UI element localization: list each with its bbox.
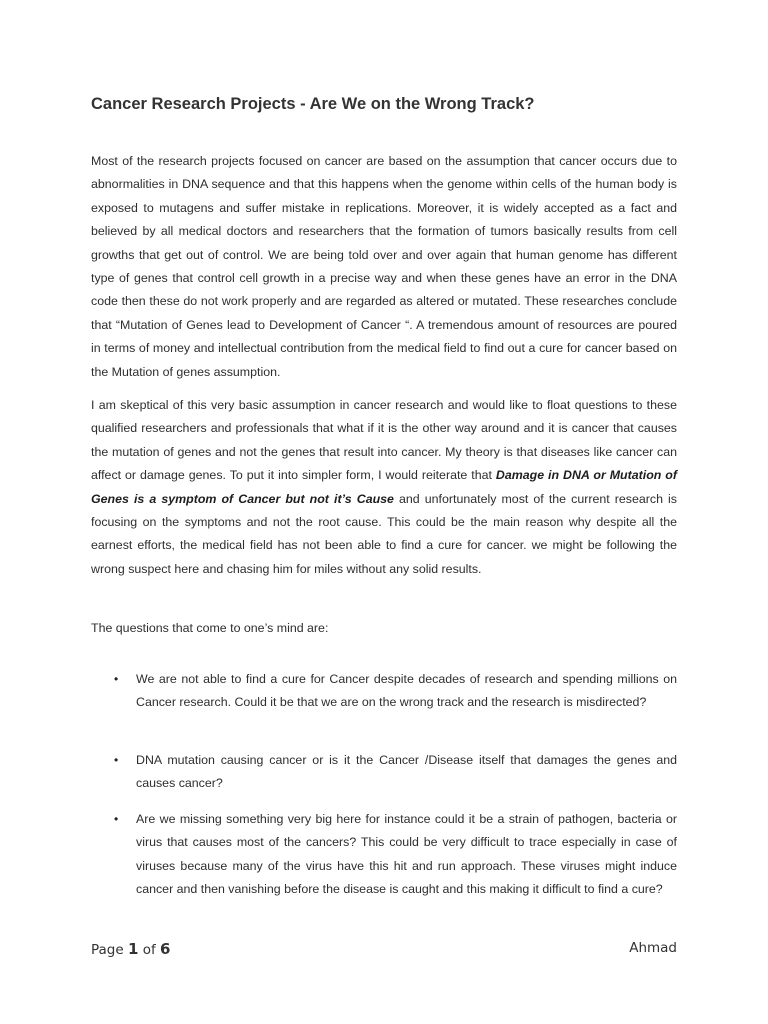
list-item xyxy=(91,668,677,715)
total-pages-number: 6 xyxy=(160,940,171,958)
of-word: of xyxy=(142,942,156,958)
page-number xyxy=(91,940,170,958)
list-item-text: DNA mutation causing cancer or is it the Cancer /Disease itself that damages the genes and causes cancer? xyxy=(136,753,677,791)
list-item xyxy=(91,808,677,902)
paragraph-1-text: Most of the research projects focused on cancer are based on the assumption that cancer occurs due to abnormalities in DNA sequence and that this happens when the genome within cells of the human body is exposed to mutagens and suffer mistake in replications. Moreover, it is widely accepted as a fact and believed by all medical doctors and researchers that the formation of tumors basically results from cell growths that get out of control. We are being told over and over again that human genome has different type of genes that control cell growth in a precise way and when these genes have an error in the DNA code then these do not work properly and are regarded as altered or mutated. These researches conclude that “Mutation of Genes lead to Development of Cancer “. A tremendous amount of resources are poured in terms of money and intellectual contribution from the medical field to find out a cure for cancer based on the Mutation of genes assumption. xyxy=(91,154,677,379)
paragraph-2-emphasis: Damage in DNA or Mutation of Genes is a symptom of Cancer but not it’s Cause xyxy=(91,468,677,506)
document-title: Cancer Research Projects - Are We on the Wrong Track? xyxy=(91,95,535,113)
bullet-marker: • xyxy=(114,812,119,826)
paragraph-2 xyxy=(91,394,677,581)
list-item-text: We are not able to find a cure for Cancer despite decades of research and spending millions on Cancer research. Could it be that we are on the wrong track and the research is misdirected? xyxy=(136,672,677,710)
current-page-number: 1 xyxy=(127,940,139,958)
paragraph-2-tail: and unfortunately most of the current research is focusing on the symptoms and not the root cause. This could be the main reason why despite all the earnest efforts, the medical field has not been able to find a cure for cancer. we might be following the wrong suspect here and chasing him for miles without any solid results. xyxy=(91,491,677,576)
bullet-marker: • xyxy=(114,753,119,767)
paragraph-2-text xyxy=(91,394,677,581)
paragraph-2-lead: I am skeptical of this very basic assumption in cancer research and would like to float questions to these qualified researchers and professionals that what if it is the other way around and it is cancer that causes the mutation of genes and not the genes that result into cancer. My theory is that diseases like cancer can affect or damage genes. To put it into simpler form, I would reiterate that xyxy=(91,398,677,483)
page-footer xyxy=(91,940,677,964)
list-item-text: Are we missing something very big here for instance could it be a strain of pathogen, bacteria or virus that causes most of the cancers? This could be very difficult to trace especially in case of viruses because many of the virus have this hit and run approach. These viruses might induce cancer and then vanishing before the disease is caught and this making it difficult to find a cure? xyxy=(136,812,677,897)
footer-author: Ahmad xyxy=(629,940,677,956)
page-word: Page xyxy=(91,942,124,958)
bullet-marker: • xyxy=(114,672,119,686)
paragraph-3 xyxy=(91,617,677,640)
list-item xyxy=(91,749,677,796)
paragraph-3-text: The questions that come to one’s mind are: xyxy=(91,621,329,635)
paragraph-1 xyxy=(91,150,677,384)
